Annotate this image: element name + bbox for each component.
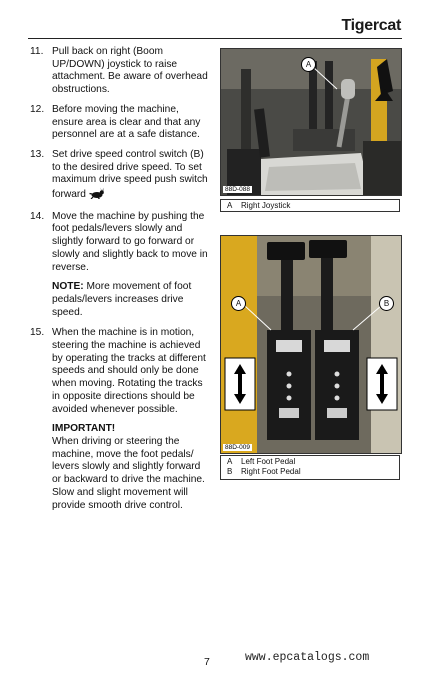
- caption-row: [227, 467, 393, 477]
- step-number: 15.: [30, 327, 45, 339]
- callout-b: B: [379, 296, 394, 311]
- caption-text: Right Foot Pedal: [241, 467, 301, 476]
- important-block: [52, 423, 212, 512]
- figure-code: 88D-009: [225, 444, 250, 451]
- step-12: [30, 104, 212, 142]
- caption-text: Right Joystick: [241, 201, 291, 210]
- website-watermark: www.epcatalogs.com: [245, 651, 370, 664]
- caption-key: A: [227, 457, 233, 466]
- caption-key: B: [227, 467, 233, 476]
- step-14: [30, 211, 212, 275]
- figure-2-caption: [220, 455, 400, 480]
- step-text: Pull back on right (Boom UP/DOWN) joystick to raise attachment. Be aware of overhead obstructions.: [52, 46, 208, 96]
- note-text: More movement of foot pedals/levers increases drive speed.: [52, 281, 192, 318]
- step-13: [30, 149, 212, 204]
- header-rule: [28, 38, 402, 39]
- caption-text: Left Foot Pedal: [241, 457, 296, 466]
- caption-row: [227, 457, 393, 467]
- step-text: Before moving the machine, ensure area is clear and that any personnel are at a safe distance.: [52, 103, 201, 141]
- rabbit-icon: [89, 187, 105, 204]
- step-11: [30, 46, 212, 97]
- step-number: 14.: [30, 210, 45, 222]
- note-label: NOTE:: [52, 281, 84, 293]
- figure-1-caption: [220, 199, 400, 212]
- page-number: 7: [204, 656, 210, 668]
- important-text: When driving or steering the machine, move the foot pedals/ levers slowly and slightly forward or backward to drive the machine. Slow and slight movement will provide smooth drive control.: [52, 435, 205, 511]
- step-text: Move the machine by pushing the foot pedals/levers slowly and slightly forward to go forward or slowly and slightly back to move in reverse.: [52, 210, 208, 273]
- foot-pedals-photo: [220, 235, 402, 454]
- step-number: 12.: [30, 103, 45, 115]
- step-number: 13.: [30, 148, 45, 160]
- instruction-column: [30, 46, 212, 520]
- important-label: IMPORTANT!: [52, 423, 116, 435]
- brand-logo: Tigercat: [341, 17, 401, 34]
- step-15: [30, 327, 212, 416]
- callout-a: A: [301, 57, 316, 72]
- joystick-photo: [220, 48, 402, 196]
- caption-row: [227, 201, 393, 211]
- note-block: [52, 281, 212, 319]
- callout-a: A: [231, 296, 246, 311]
- step-text: Set drive speed control switch (B) to the desired drive speed. To set maximum drive speed push switch forward: [52, 148, 208, 201]
- caption-key: A: [227, 201, 233, 210]
- figure-code: 88D-088: [225, 186, 250, 193]
- step-number: 11.: [30, 46, 44, 57]
- step-text: When the machine is in motion, steering the machine is achieved by operating the tracks at different speeds and should only be done when moving. Rotating the tracks in opposite directions should be avoided whenever possible.: [52, 327, 206, 415]
